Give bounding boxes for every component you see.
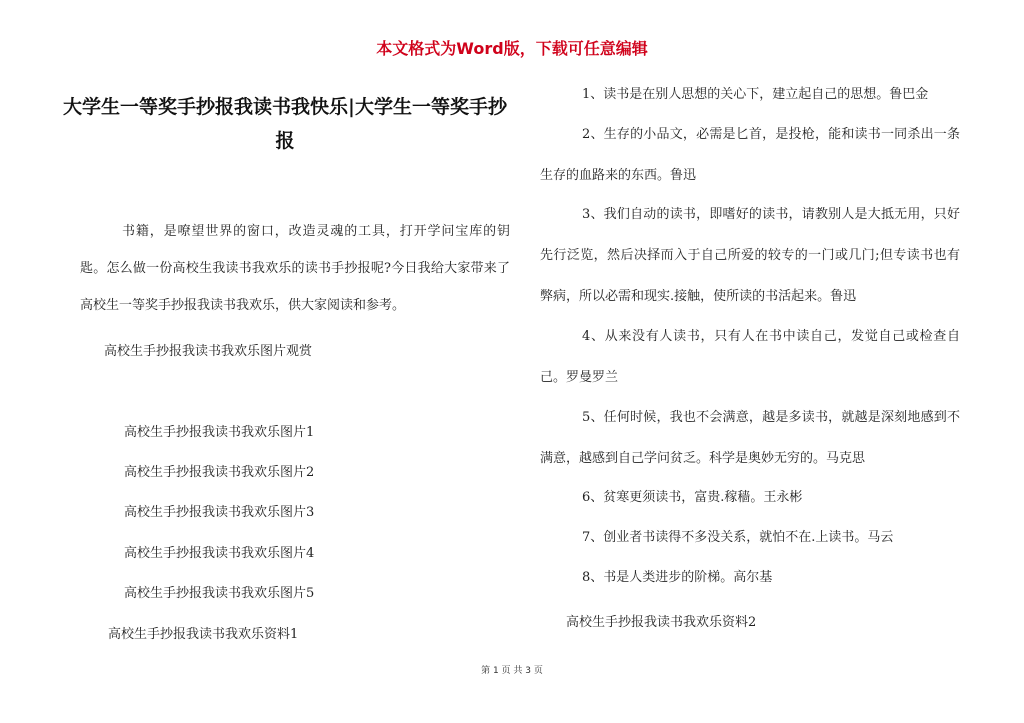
quote-1: 1、读书是在别人思想的关心下，建立起自己的思想。鲁巴金 xyxy=(582,87,929,102)
quote-2: 2、生存的小品文，必需是匕首，是投枪，能和读书一同杀出一条生存的血路来的东西。鲁迅 xyxy=(540,127,960,183)
quote-5: 5、任何时候，我也不会满意，越是多读书，就越是深刻地感到不满意，越感到自己学问贫乏。科学是奥妙无穷的。马克思 xyxy=(540,410,960,466)
quote-7: 7、创业者书读得不多没关系，就怕不在.上读书。马云 xyxy=(582,530,894,545)
quote-4: 4、从来没有人读书，只有人在书中读自己，发觉自己或检查自己。罗曼罗兰 xyxy=(540,329,960,385)
page-footer: 第 1 页 共 3 页 xyxy=(481,666,543,676)
quote-8: 8、书是人类进步的阶梯。高尔基 xyxy=(582,570,773,585)
right-item-material-2: 高校生手抄报我读书我欢乐资料2 xyxy=(566,615,757,630)
intro-paragraph: 书籍，是嘹望世界的窗口，改造灵魂的工具，打开学问宝库的钥匙。怎么做一份高校生我读书我欢乐的读书手抄报呢?今日我给大家带来了高校生一等奖手抄报我读书我欢乐，供大家阅读和参考。 xyxy=(80,224,510,313)
left-item-material-1: 高校生手抄报我读书我欢乐资料1 xyxy=(108,627,299,642)
word-edit-banner: 本文格式为Word版，下载可任意编辑 xyxy=(376,39,648,58)
left-item-picture-2: 高校生手抄报我读书我欢乐图片2 xyxy=(124,465,315,480)
document-title: 大学生一等奖手抄报我读书我快乐|大学生一等奖手抄报 xyxy=(63,96,507,152)
left-item-gallery-heading: 高校生手抄报我读书我欢乐图片观赏 xyxy=(104,344,313,359)
left-item-picture-4: 高校生手抄报我读书我欢乐图片4 xyxy=(124,546,315,561)
quote-3: 3、我们自动的读书，即嗜好的读书，请教别人是大抵无用，只好先行泛览，然后决择而入于自己所爱的较专的一门或几门;但专读书也有弊病，所以必需和现实.接触，使所读的书活起来。鲁迅 xyxy=(540,207,960,304)
left-item-picture-5: 高校生手抄报我读书我欢乐图片5 xyxy=(124,586,315,601)
left-item-picture-1: 高校生手抄报我读书我欢乐图片1 xyxy=(124,425,315,440)
left-item-picture-3: 高校生手抄报我读书我欢乐图片3 xyxy=(124,505,315,520)
quote-6: 6、贫寒更须读书，富贵.稼穑。王永彬 xyxy=(582,490,803,505)
